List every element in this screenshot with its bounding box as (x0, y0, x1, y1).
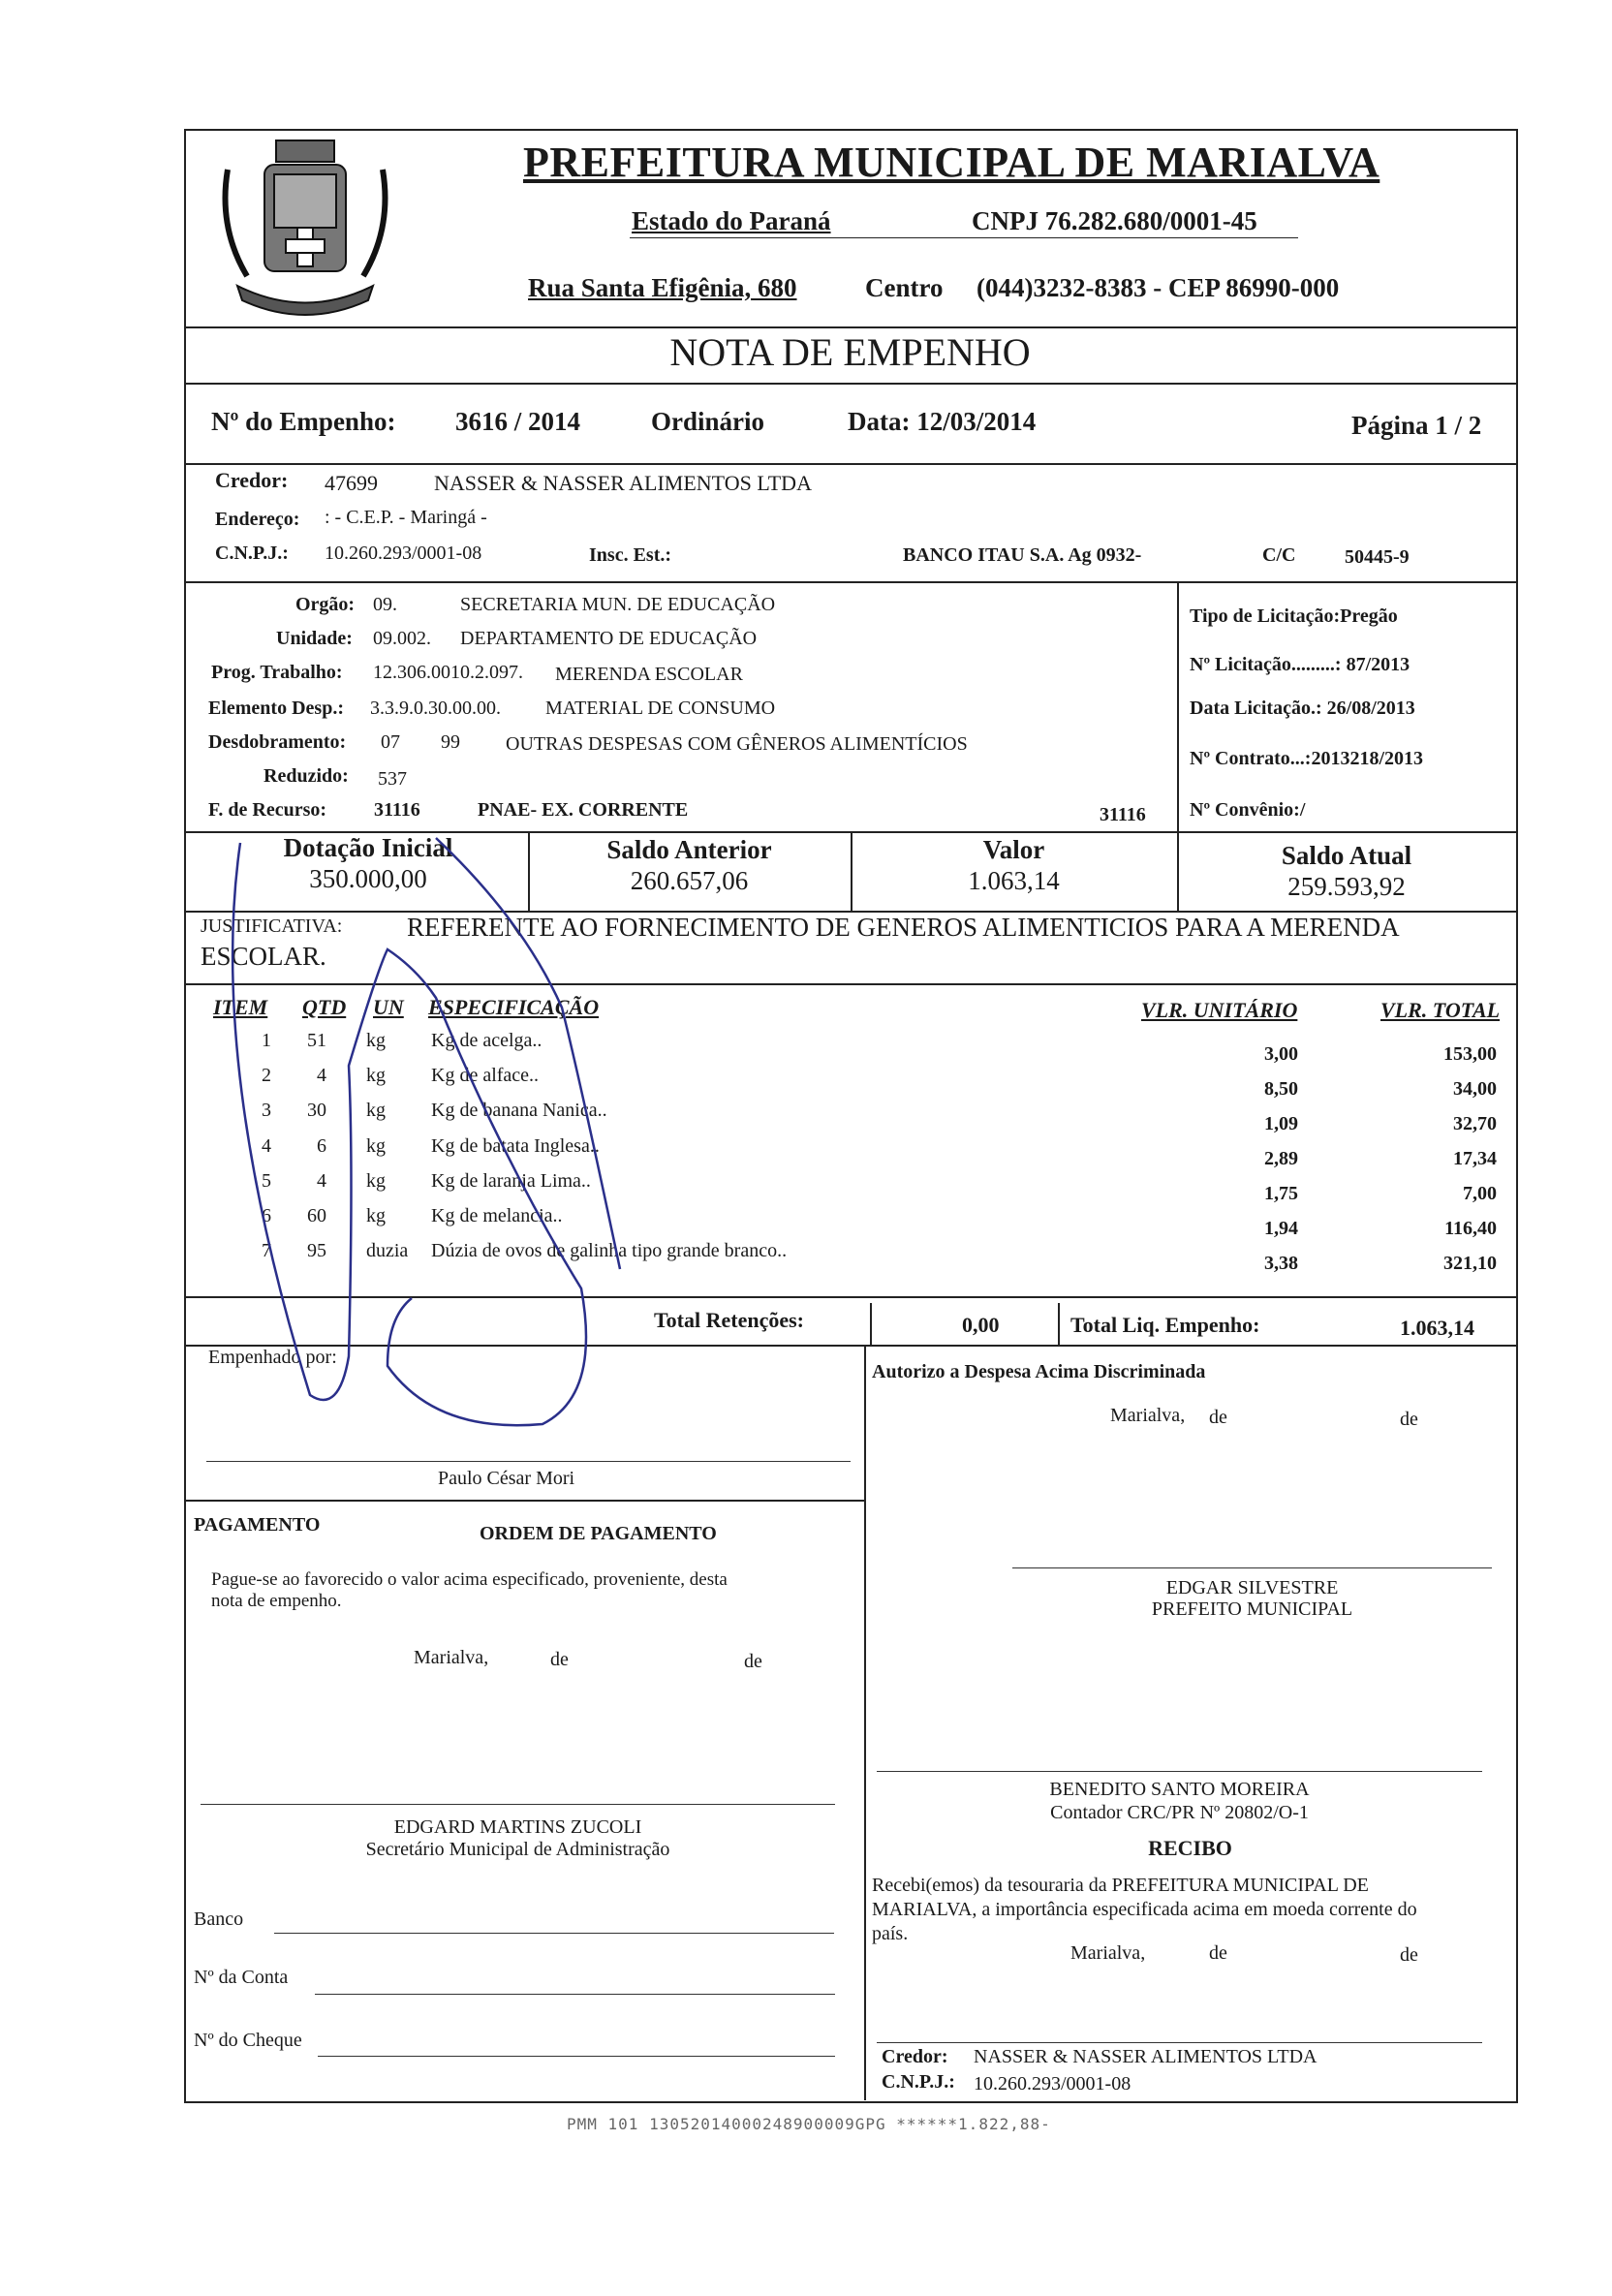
col-espec: ESPECIFICAÇÃO (428, 995, 600, 1019)
de-2b: de (744, 1651, 762, 1672)
marialva-2: Marialva, (414, 1647, 489, 1668)
recurso-code: 31116 (374, 799, 420, 821)
header-bairro: Centro (865, 273, 944, 302)
retencoes-value: 0,00 (962, 1313, 1000, 1337)
cnpj-value: 10.260.293/0001-08 (325, 543, 482, 564)
prog-name: MERENDA ESCOLAR (555, 664, 743, 685)
valor-label: Valor (982, 835, 1045, 864)
prog-code: 12.306.0010.2.097. (373, 662, 523, 683)
reduzido-value: 537 (378, 768, 407, 790)
elem-code: 3.3.9.0.30.00.00. (370, 698, 501, 719)
licitacao-num: Nº Licitação.........: 87/2013 (1190, 654, 1410, 675)
col-vlr-total: VLR. TOTAL (1380, 998, 1501, 1022)
credor-name: NASSER & NASSER ALIMENTOS LTDA (434, 471, 812, 495)
justificativa-label: JUSTIFICATIVA: (201, 915, 343, 937)
contador-name: BENEDITO SANTO MOREIRA (1049, 1779, 1310, 1800)
item-espec: Kg de batata Inglesa.. (431, 1135, 600, 1157)
insc-label: Insc. Est.: (589, 544, 672, 566)
footer-code: PMM 101 13052014000248900009GPG ******1.822,88- (567, 2115, 1051, 2133)
saldo-atual-value: 259.593,92 (1287, 872, 1406, 901)
item-vlr-total: 116,40 (1444, 1218, 1497, 1239)
liq-value: 1.063,14 (1400, 1316, 1474, 1340)
unidade-label: Unidade: (276, 628, 353, 649)
doc-title: NOTA DE EMPENHO (669, 330, 1031, 374)
cc-label: C/C (1262, 544, 1296, 566)
saldo-atual-label: Saldo Atual (1281, 841, 1412, 870)
credor-sign-label: Credor: (882, 2046, 948, 2067)
item-espec: Kg de melancia.. (431, 1205, 563, 1226)
de-1a: de (1209, 1407, 1227, 1428)
valor-value: 1.063,14 (968, 866, 1060, 895)
item-vlr-unit: 1,09 (1264, 1113, 1298, 1134)
desdob-code2: 99 (441, 731, 460, 753)
item-un: kg (366, 1030, 386, 1051)
banco-label: Banco (194, 1908, 244, 1930)
header-address: Rua Santa Efigênia, 680 (528, 273, 797, 302)
item-un: kg (366, 1100, 386, 1121)
item-vlr-total: 321,10 (1443, 1253, 1497, 1274)
desdob-name: OUTRAS DESPESAS COM GÊNEROS ALIMENTÍCIOS (506, 733, 968, 755)
contador-role: Contador CRC/PR Nº 20802/O-1 (1050, 1802, 1309, 1823)
col-vlr-unit: VLR. UNITÁRIO (1141, 998, 1298, 1022)
col-qtd: QTD (302, 995, 347, 1019)
unidade-code: 09.002. (373, 628, 431, 649)
item-number: 6 (262, 1205, 271, 1226)
item-un: kg (366, 1135, 386, 1157)
marialva-1: Marialva, (1110, 1405, 1186, 1426)
credor-sign-cnpj: 10.260.293/0001-08 (974, 2073, 1132, 2094)
elem-name: MATERIAL DE CONSUMO (545, 698, 776, 719)
item-vlr-total: 153,00 (1443, 1043, 1497, 1065)
item-vlr-total: 34,00 (1453, 1078, 1497, 1100)
endereco-label: Endereço: (215, 509, 300, 530)
item-number: 2 (262, 1065, 271, 1086)
licitacao-contrato: Nº Contrato...:2013218/2013 (1190, 748, 1424, 769)
empenho-tipo: Ordinário (651, 407, 765, 436)
recurso-name: PNAE- EX. CORRENTE (478, 799, 689, 821)
item-un: kg (366, 1205, 386, 1226)
recibo-line3: país. (872, 1923, 909, 1944)
cheque-label: Nº do Cheque (194, 2030, 302, 2051)
item-qtd: 4 (317, 1170, 326, 1192)
cc-value: 50445-9 (1345, 546, 1410, 568)
item-vlr-unit: 2,89 (1264, 1148, 1298, 1169)
item-number: 7 (262, 1240, 271, 1261)
item-qtd: 30 (307, 1100, 326, 1121)
recibo-title: RECIBO (1148, 1836, 1232, 1860)
liq-label: Total Liq. Empenho: (1070, 1313, 1260, 1337)
elem-label: Elemento Desp.: (208, 698, 344, 719)
item-number: 1 (262, 1030, 271, 1051)
item-qtd: 51 (307, 1030, 326, 1051)
pague-line2: nota de empenho. (211, 1591, 342, 1611)
secretario-name: EDGARD MARTINS ZUCOLI (393, 1816, 642, 1838)
recibo-line1: Recebi(emos) da tesouraria da PREFEITURA MUNICIPAL DE (872, 1875, 1369, 1896)
item-qtd: 60 (307, 1205, 326, 1226)
item-vlr-unit: 8,50 (1264, 1078, 1298, 1100)
prog-label: Prog. Trabalho: (211, 662, 343, 683)
empenho-data: Data: 12/03/2014 (848, 407, 1037, 436)
item-espec: Kg de alface.. (431, 1065, 540, 1086)
licitacao-tipo: Tipo de Licitação:Pregão (1190, 605, 1398, 627)
saldo-anterior-label: Saldo Anterior (606, 835, 772, 864)
unidade-name: DEPARTAMENTO DE EDUCAÇÃO (460, 628, 758, 649)
conta-label: Nº da Conta (194, 1967, 289, 1988)
item-espec: Kg de banana Nanica.. (431, 1100, 607, 1121)
reduzido-label: Reduzido: (264, 765, 349, 787)
item-vlr-unit: 1,75 (1264, 1183, 1298, 1204)
retencoes-label: Total Retenções: (654, 1308, 804, 1332)
dotacao-value: 350.000,00 (309, 864, 427, 893)
empenhado-label: Empenhado por: (208, 1347, 337, 1368)
licitacao-data: Data Licitação.: 26/08/2013 (1190, 698, 1415, 719)
empenho-num-label: Nº do Empenho: (211, 407, 396, 436)
prefeito-role: PREFEITO MUNICIPAL (1151, 1598, 1353, 1620)
orgao-name: SECRETARIA MUN. DE EDUCAÇÃO (460, 594, 776, 615)
credor-sign-cnpj-label: C.N.P.J.: (882, 2071, 955, 2093)
empenho-num-value: 3616 / 2014 (455, 407, 581, 436)
item-vlr-unit: 1,94 (1264, 1218, 1298, 1239)
header-title: PREFEITURA MUNICIPAL DE MARIALVA (523, 139, 1380, 186)
item-espec: Kg de laranja Lima.. (431, 1170, 591, 1192)
de-2a: de (550, 1649, 569, 1670)
item-vlr-total: 17,34 (1453, 1148, 1497, 1169)
endereco-value: : - C.E.P. - Maringá - (325, 507, 487, 528)
pague-line1: Pague-se ao favorecido o valor acima especificado, proveniente, desta (211, 1569, 728, 1590)
item-un: duzia (366, 1240, 409, 1261)
item-qtd: 6 (317, 1135, 326, 1157)
desdob-label: Desdobramento: (208, 731, 347, 753)
pagamento-label: PAGAMENTO (194, 1514, 321, 1536)
desdob-code1: 07 (381, 731, 400, 753)
item-vlr-total: 32,70 (1453, 1113, 1497, 1134)
item-number: 4 (262, 1135, 271, 1157)
col-un: UN (373, 995, 404, 1019)
justificativa-line2: ESCOLAR. (201, 942, 326, 971)
header-cnpj: CNPJ 76.282.680/0001-45 (972, 206, 1257, 235)
orgao-code: 09. (373, 594, 397, 615)
item-un: kg (366, 1065, 386, 1086)
item-qtd: 4 (317, 1065, 326, 1086)
header-phone-cep: (044)3232-8383 - CEP 86990-000 (976, 273, 1340, 302)
header-estado: Estado do Paraná (632, 206, 831, 235)
justificativa-line1: REFERENTE AO FORNECIMENTO DE GENEROS ALIMENTICIOS PARA A MERENDA (407, 913, 1400, 942)
autorizo-label: Autorizo a Despesa Acima Discriminada (872, 1361, 1206, 1382)
de-1b: de (1400, 1409, 1418, 1430)
item-espec: Dúzia de ovos de galinha tipo grande branco.. (431, 1240, 788, 1261)
prefeito-name: EDGAR SILVESTRE (1165, 1577, 1339, 1598)
recurso-code2: 31116 (1100, 804, 1146, 825)
empenho-pagina: Página 1 / 2 (1351, 411, 1482, 440)
licitacao-convenio: Nº Convênio:/ (1190, 799, 1306, 821)
item-qtd: 95 (307, 1240, 326, 1261)
recurso-label: F. de Recurso: (208, 799, 327, 821)
de-3b: de (1400, 1944, 1418, 1966)
orgao-label: Orgão: (295, 594, 356, 615)
item-vlr-unit: 3,00 (1264, 1043, 1298, 1065)
cnpj-label: C.N.P.J.: (215, 543, 289, 564)
item-espec: Kg de acelga.. (431, 1030, 542, 1051)
ordem-label: ORDEM DE PAGAMENTO (480, 1523, 717, 1544)
secretario-role: Secretário Municipal de Administração (365, 1839, 670, 1860)
de-3a: de (1209, 1942, 1227, 1964)
item-vlr-total: 7,00 (1463, 1183, 1497, 1204)
saldo-anterior-value: 260.657,06 (630, 866, 749, 895)
item-vlr-unit: 3,38 (1264, 1253, 1298, 1274)
item-un: kg (366, 1170, 386, 1192)
empenhado-name: Paulo César Mori (438, 1468, 575, 1489)
item-number: 3 (262, 1100, 271, 1121)
credor-code: 47699 (325, 471, 378, 495)
recibo-line2: MARIALVA, a importância especificada acima em moeda corrente do (872, 1899, 1417, 1920)
banco: BANCO ITAU S.A. Ag 0932- (903, 544, 1142, 566)
col-item: ITEM (213, 995, 268, 1019)
credor-sign-name: NASSER & NASSER ALIMENTOS LTDA (974, 2046, 1318, 2067)
item-number: 5 (262, 1170, 271, 1192)
dotacao-label: Dotação Inicial (283, 833, 453, 862)
credor-label: Credor: (215, 468, 289, 492)
marialva-3: Marialva, (1070, 1942, 1146, 1964)
